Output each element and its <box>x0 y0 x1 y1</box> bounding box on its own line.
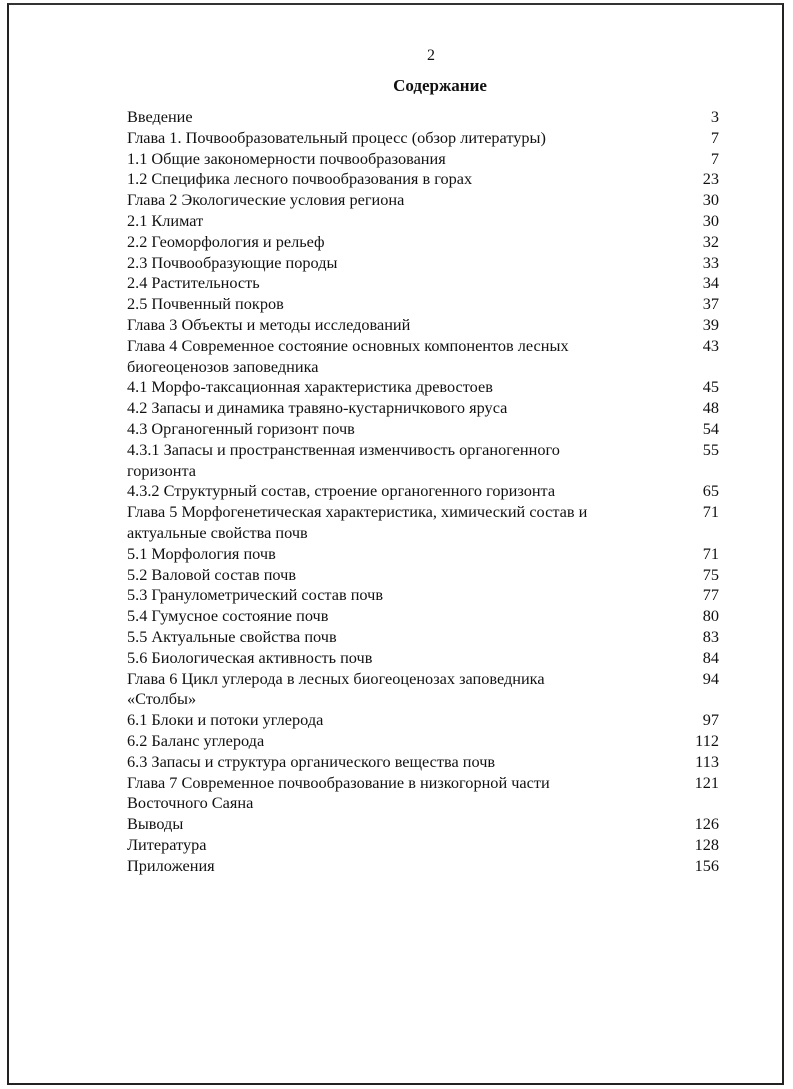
toc-entry-title <box>127 481 667 502</box>
toc-entry <box>127 377 719 398</box>
toc-entry-page: 34 <box>702 273 719 293</box>
toc-entry-title-line: 1.2 Специфика лесного почвообразования в горах <box>127 169 473 189</box>
toc-entry <box>127 731 719 752</box>
toc-entry-title-line: актуальные свойства почв <box>127 522 308 542</box>
toc-entry <box>127 253 719 274</box>
page-title: Содержание <box>393 76 487 95</box>
toc-entry <box>127 107 719 128</box>
toc-entry-title-line: 6.1 Блоки и потоки углерода <box>127 710 324 730</box>
toc-entry-title <box>127 211 667 232</box>
toc-entry-title-line: 2.5 Почвенный покров <box>127 294 284 314</box>
toc-entry-title <box>127 835 667 856</box>
toc-entry-title <box>127 544 667 565</box>
toc-entry-page: 39 <box>702 314 719 334</box>
toc-entry-page: 43 <box>702 335 719 355</box>
toc-entry-title-line: биогеоценозов заповедника <box>127 356 319 376</box>
toc-entry-title <box>127 377 667 398</box>
toc-entry <box>127 669 719 711</box>
toc-entry <box>127 648 719 669</box>
toc-entry <box>127 585 719 606</box>
toc-entry <box>127 856 719 877</box>
toc-entry <box>127 419 719 440</box>
toc-entry-title <box>127 627 667 648</box>
toc-entry-title <box>127 773 667 815</box>
toc-entry-page: 121 <box>694 772 719 792</box>
toc-entry-title-line: 2.4 Растительность <box>127 273 260 293</box>
toc-entry <box>127 398 719 419</box>
toc-entry-page: 32 <box>702 231 719 251</box>
toc-entry-page: 65 <box>702 481 719 501</box>
toc-entry <box>127 481 719 502</box>
toc-entry-page: 3 <box>710 107 719 126</box>
toc-entry-page: 75 <box>702 564 719 584</box>
toc-entry-title <box>127 253 667 274</box>
toc-entry-title-line: 1.1 Общие закономерности почвообразования <box>127 148 446 168</box>
page-number: 2 <box>427 47 435 64</box>
toc-entry-title-line: Глава 7 Современное почвообразование в низкогорной части <box>127 772 550 792</box>
toc-entry-title-line: Глава 4 Современное состояние основных компонентов лесных <box>127 335 569 355</box>
toc-entry-title <box>127 273 667 294</box>
toc-entry <box>127 190 719 211</box>
toc-entry-page: 7 <box>710 127 719 147</box>
toc-entry <box>127 211 719 232</box>
toc-entry <box>127 336 719 378</box>
toc-entry-title-line: Глава 6 Цикл углерода в лесных биогеоценозах заповедника <box>127 668 545 688</box>
toc-entry-page: 97 <box>702 710 719 730</box>
toc-entry-title-line: 5.4 Гумусное состояние почв <box>127 606 329 626</box>
toc-entry <box>127 440 719 482</box>
toc-entry-page: 156 <box>694 855 719 875</box>
toc-entry-title-line: 4.2 Запасы и динамика травяно-кустарничкового яруса <box>127 398 508 418</box>
toc-entry-title-line: Литература <box>127 834 207 854</box>
toc-entry-page: 54 <box>702 418 719 438</box>
toc-entry-title-line: 6.3 Запасы и структура органического вещества почв <box>127 751 496 771</box>
toc-entry <box>127 315 719 336</box>
toc-entry-title-line: 4.3.2 Структурный состав, строение органогенного горизонта <box>127 481 556 501</box>
toc-entry-page: 30 <box>702 190 719 210</box>
toc-entry <box>127 544 719 565</box>
toc-entry <box>127 565 719 586</box>
toc-entry <box>127 149 719 170</box>
toc-entry-title-line: Выводы <box>127 814 184 834</box>
toc-entry-title <box>127 336 667 378</box>
toc-entry-title-line: 4.1 Морфо-таксационная характеристика древостоев <box>127 377 493 397</box>
toc-entry-page: 94 <box>702 668 719 688</box>
toc-entry-page: 71 <box>702 502 719 522</box>
toc-entry-page: 113 <box>695 751 719 771</box>
toc-entry-title-line: 4.3 Органогенный горизонт почв <box>127 418 355 438</box>
toc-entry-title-line: 2.3 Почвообразующие породы <box>127 252 338 272</box>
toc-entry-page: 80 <box>702 606 719 626</box>
toc-entry-title <box>127 190 667 211</box>
toc-entry <box>127 814 719 835</box>
toc-entry-title <box>127 149 667 170</box>
toc-entry-title <box>127 232 667 253</box>
toc-entry-title-line: горизонта <box>127 460 196 480</box>
toc-entry <box>127 294 719 315</box>
toc-entry-title <box>127 814 667 835</box>
toc-entry-title-line: Введение <box>127 107 193 126</box>
toc-entry-title <box>127 398 667 419</box>
toc-entry-title <box>127 315 667 336</box>
toc-entry-page: 37 <box>702 294 719 314</box>
toc-entry <box>127 169 719 190</box>
toc-entry-page: 55 <box>702 439 719 459</box>
toc-entry-title <box>127 169 667 190</box>
toc-entry-title <box>127 669 667 711</box>
toc-entry-page: 84 <box>702 647 719 667</box>
toc-entry <box>127 606 719 627</box>
toc-entry-title-line: Приложения <box>127 855 215 875</box>
toc-entry-title <box>127 294 667 315</box>
toc-entry-title <box>127 128 667 149</box>
toc-entry-title-line: «Столбы» <box>127 689 197 709</box>
toc-entry-page: 45 <box>702 377 719 397</box>
toc-entry-title-line: 5.2 Валовой состав почв <box>127 564 297 584</box>
toc-entry-page: 128 <box>694 834 719 854</box>
toc-entry-page: 23 <box>702 169 719 189</box>
toc-entry-title-line: 2.1 Климат <box>127 210 204 230</box>
toc-entry-page: 112 <box>695 730 719 750</box>
toc-entry-title-line: Восточного Саяна <box>127 793 254 813</box>
toc-entry <box>127 232 719 253</box>
toc-entry-title <box>127 856 667 877</box>
toc-entry <box>127 710 719 731</box>
toc-entry-page: 126 <box>694 814 719 834</box>
table-of-contents <box>127 107 719 876</box>
toc-entry-title <box>127 419 667 440</box>
toc-entry-page: 7 <box>710 148 719 168</box>
toc-entry-title-line: Глава 3 Объекты и методы исследований <box>127 314 411 334</box>
toc-entry-title <box>127 731 667 752</box>
toc-entry-title-line: Глава 1. Почвообразовательный процесс (обзор литературы) <box>127 127 546 147</box>
toc-entry <box>127 627 719 648</box>
toc-entry <box>127 502 719 544</box>
toc-entry-page: 48 <box>702 398 719 418</box>
toc-entry-title-line: 5.3 Гранулометрический состав почв <box>127 585 384 605</box>
toc-entry-title-line: 5.1 Морфология почв <box>127 543 276 563</box>
toc-entry-title <box>127 107 667 128</box>
toc-entry <box>127 128 719 149</box>
toc-entry-page: 33 <box>702 252 719 272</box>
toc-entry-title-line: 2.2 Геоморфология и рельеф <box>127 231 325 251</box>
toc-entry-title-line: 4.3.1 Запасы и пространственная изменчивость органогенного <box>127 439 560 459</box>
toc-entry-title <box>127 752 667 773</box>
toc-entry-title <box>127 440 667 482</box>
toc-entry-title-line: 5.6 Биологическая активность почв <box>127 647 373 667</box>
toc-entry-title <box>127 502 667 544</box>
toc-entry-page: 30 <box>702 210 719 230</box>
toc-entry-title <box>127 565 667 586</box>
toc-entry-title <box>127 606 667 627</box>
toc-entry-title <box>127 710 667 731</box>
toc-entry-title <box>127 585 667 606</box>
toc-entry-title-line: Глава 2 Экологические условия региона <box>127 190 405 210</box>
toc-entry <box>127 835 719 856</box>
toc-entry <box>127 773 719 815</box>
toc-entry-title-line: 6.2 Баланс углерода <box>127 730 265 750</box>
toc-entry-title <box>127 648 667 669</box>
toc-entry <box>127 273 719 294</box>
toc-entry-title-line: Глава 5 Морфогенетическая характеристика, химический состав и <box>127 502 588 522</box>
toc-entry-page: 77 <box>702 585 719 605</box>
toc-entry <box>127 752 719 773</box>
toc-entry-title-line: 5.5 Актуальные свойства почв <box>127 626 337 646</box>
toc-entry-page: 71 <box>702 543 719 563</box>
toc-entry-page: 83 <box>702 626 719 646</box>
